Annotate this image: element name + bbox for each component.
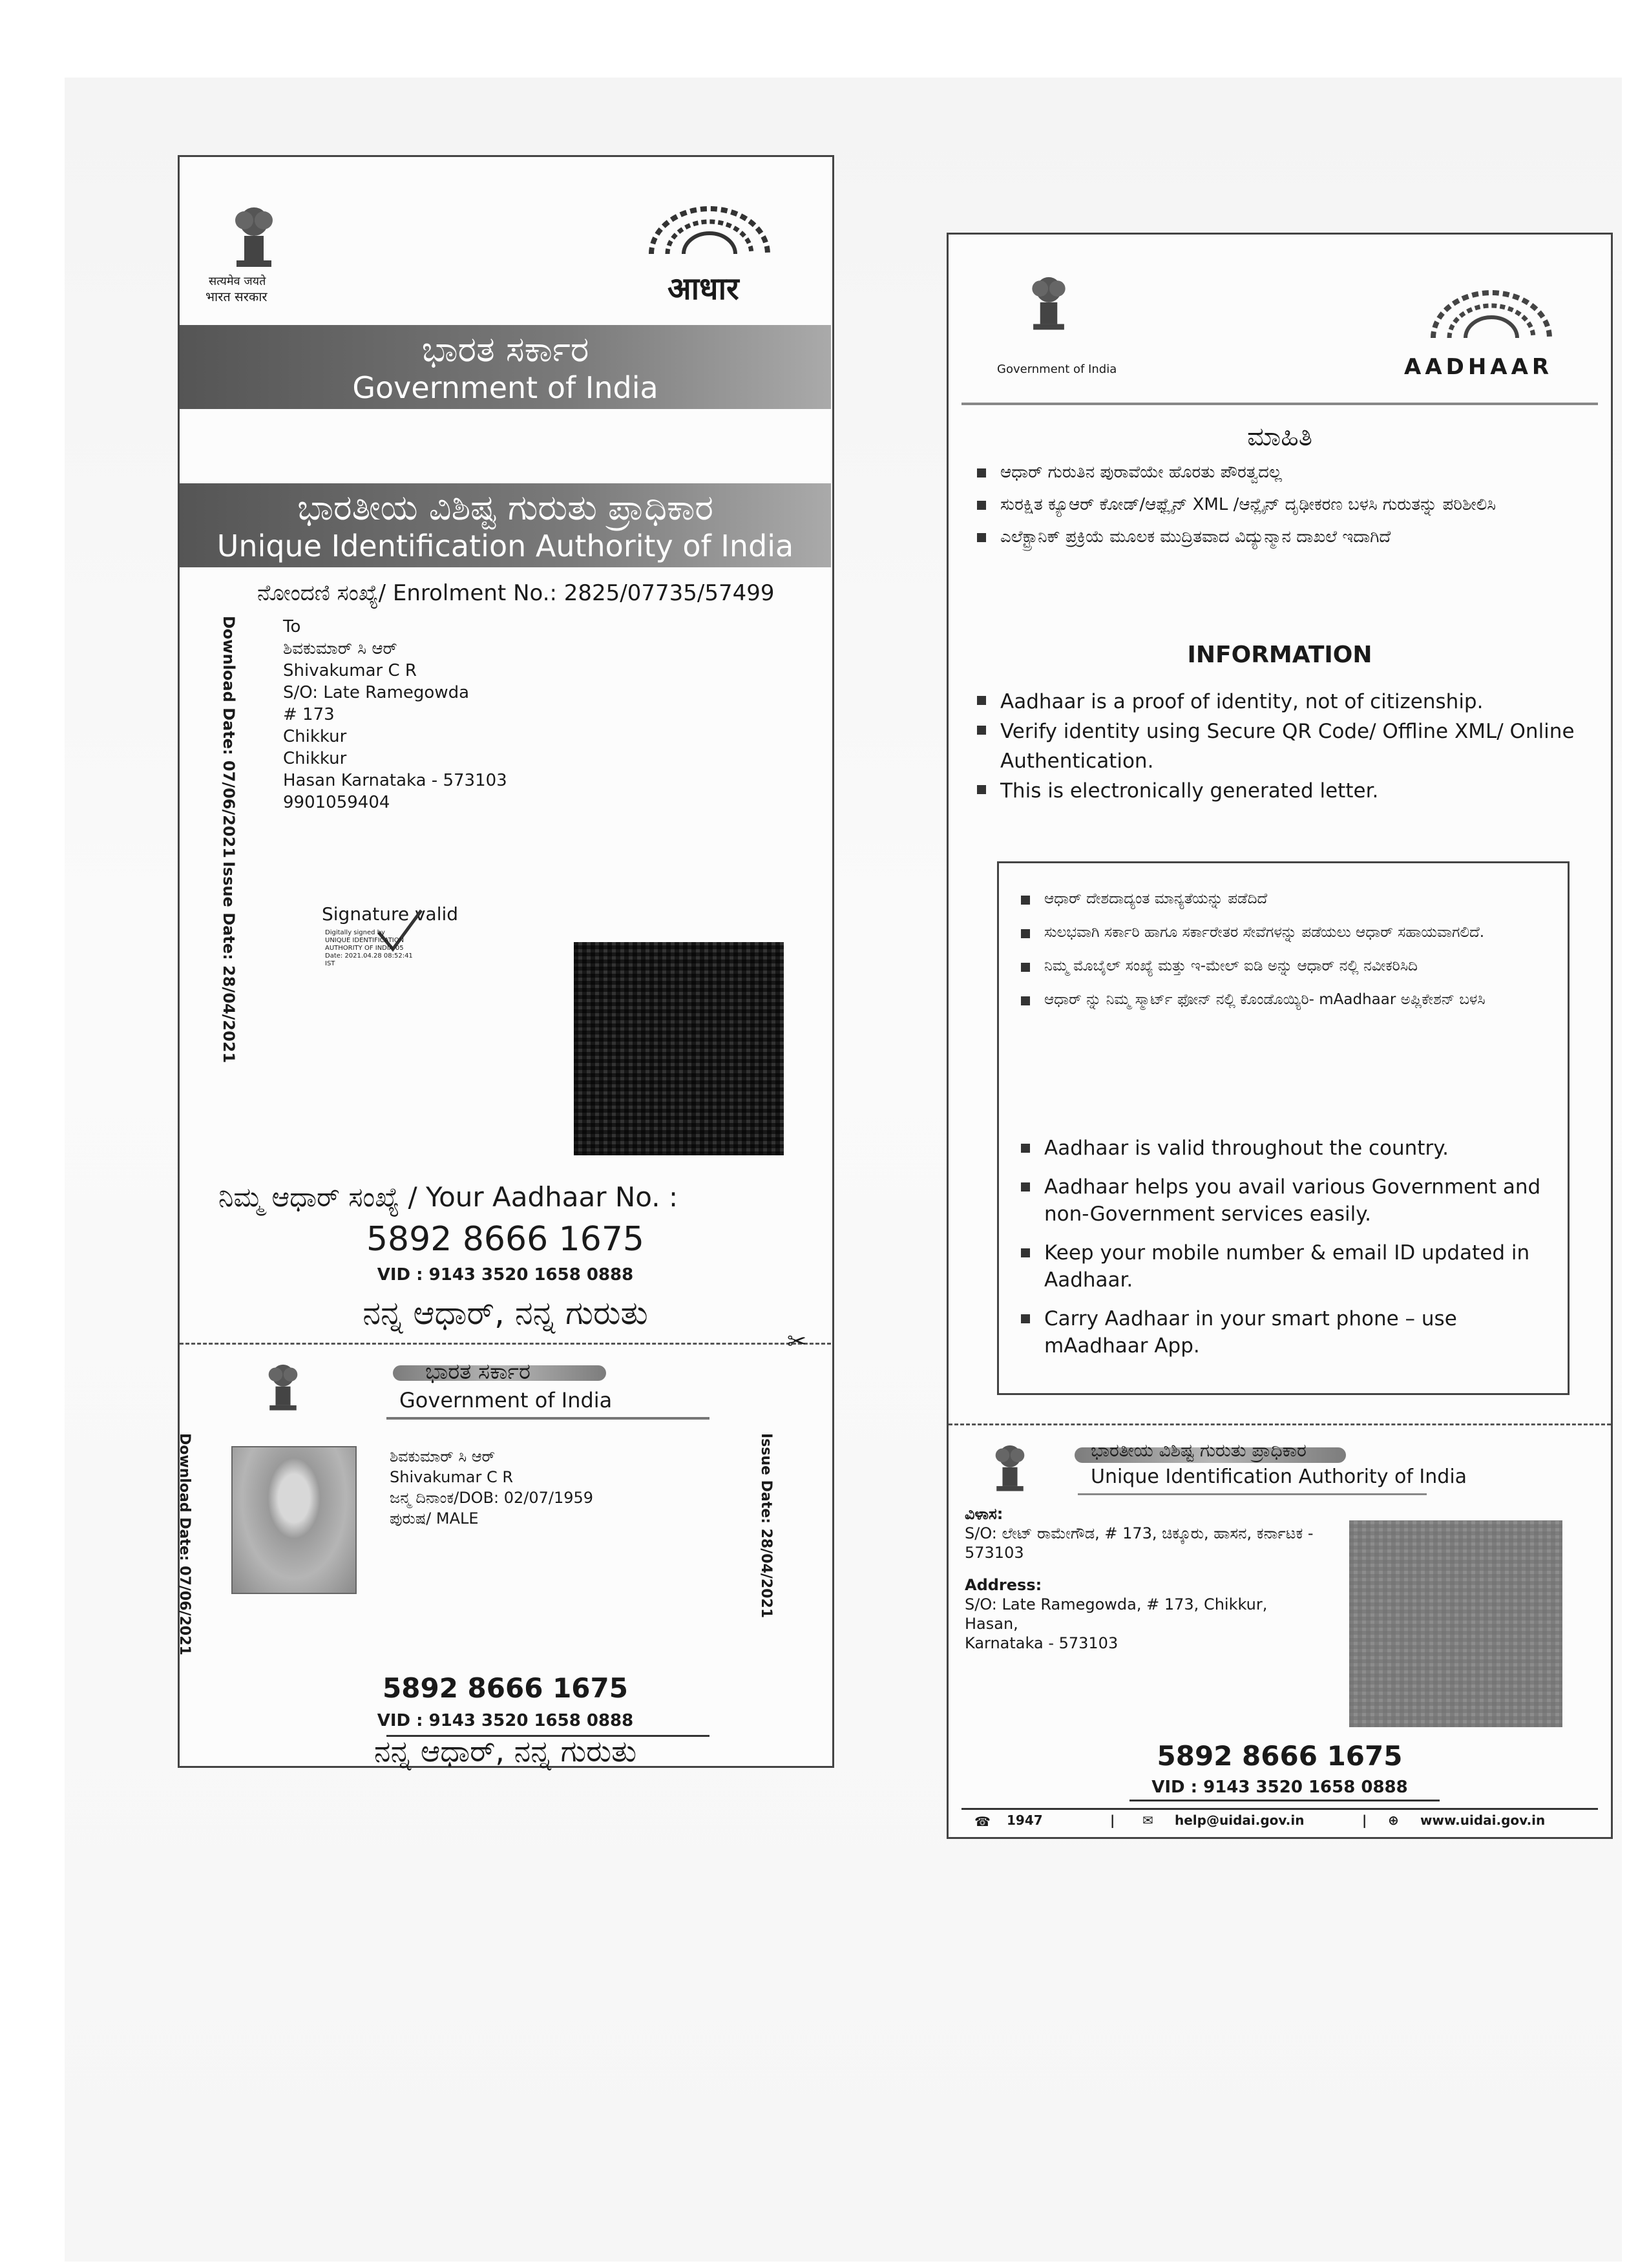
footer-bar: [961, 1808, 1598, 1832]
card-name-en: Shivakumar C R: [390, 1468, 514, 1486]
box-list-kn: [1018, 889, 1548, 1009]
footer-email: help@uidai.gov.in: [1175, 1812, 1305, 1828]
government-band-en: Government of India: [352, 370, 658, 405]
address-line: 9901059404: [283, 793, 390, 812]
tagline: ನನ್ನ ಆಧಾರ್, ನನ್ನ ಗುರುತು: [362, 1294, 648, 1332]
info-kn-item: ಸುರಕ್ಷಿತ ಕ್ಯೂಆರ್ ಕೋಡ್/ಆಫ್ಲೈನ್ XML /ಆನ್ಲೈನ್ ದೃಢೀಕರಣ ಬಳಸಿ ಗುರುತನ್ನು ಪರಿಶೀಲಿಸಿ: [974, 493, 1588, 516]
right-card-vid-number: VID : 9143 3520 1658 0888: [1151, 1778, 1408, 1797]
card-gov-line: [386, 1417, 709, 1420]
box-kn-item: ಆಧಾರ್ ದೇಶದಾದ್ಯಂತ ಮಾನ್ಯತೆಯನ್ನು ಪಡೆದಿದೆ: [1018, 889, 1548, 908]
card-gender: ಪುರುಷ/ MALE: [390, 1509, 479, 1528]
info-kn-item: ಆಧಾರ್ ಗುರುತಿನ ಪುರಾವೆಯೇ ಹೊರತು ಪೌರತ್ವದಲ್ಲ: [974, 461, 1588, 484]
card-issue-date: Issue Date: 28/04/2021: [758, 1433, 774, 1619]
right-aadhaar-letter: [947, 233, 1613, 1839]
info-kn-item: ಎಲೆಕ್ಟ್ರಾನಿಕ್ ಪ್ರಕ್ರಿಯೆ ಮೂಲಕ ಮುದ್ರಿತವಾದ ವಿದ್ಯುನ್ಮಾನ ದಾಖಲೆ ಇದಾಗಿದೆ: [974, 525, 1588, 549]
holder-photo: [231, 1446, 357, 1594]
right-cut-line: [949, 1423, 1611, 1425]
aadhaar-logo-icon: [632, 202, 787, 273]
uidai-band-kn: ಭಾರತೀಯ ವಿಶಿಷ್ಟ ಗುರುತು ಪ್ರಾಧಿಕಾರ: [297, 487, 713, 528]
right-card-uidai-en: Unique Identification Authority of India: [1091, 1465, 1467, 1488]
info-en-item: Aadhaar is a proof of identity, not of citizenship.: [974, 687, 1595, 717]
scissors-icon: ✂: [787, 1328, 807, 1355]
issue-date-vertical: Issue Date: 28/04/2021: [220, 861, 238, 1064]
right-emblem-icon: [1023, 267, 1075, 341]
address-line: Shivakumar C R: [283, 661, 417, 680]
government-band-kn: ಭಾರತ ಸರ್ಕಾರ: [421, 329, 589, 370]
box-en-item: Keep your mobile number & email ID updated in Aadhaar.: [1018, 1239, 1548, 1294]
signature-detail-line: Digitally signed by: [325, 929, 385, 936]
cut-line: [180, 1343, 831, 1345]
box-en-item: Aadhaar helps you avail various Government and non-Government services easily.: [1018, 1173, 1548, 1228]
box-kn-item: ಸುಲಭವಾಗಿ ಸರ್ಕಾರಿ ಹಾಗೂ ಸರ್ಕಾರೇತರ ಸೇವೆಗಳನ್ನು ಪಡೆಯಲು ಆಧಾರ್ ಸಹಾಯವಾಗಲಿದೆ.: [1018, 923, 1548, 942]
card-name-kn: ಶಿವಕುಮಾರ್ ಸಿ ಆರ್: [390, 1447, 496, 1465]
right-card-qr-code: [1349, 1520, 1562, 1727]
right-card-aadhaar-number: 5892 8666 1675: [1157, 1740, 1403, 1772]
footer-divider: |: [1110, 1812, 1115, 1828]
footer-web: www.uidai.gov.in: [1420, 1812, 1546, 1828]
card-holder-details: [390, 1446, 593, 1529]
signature-detail-line: Date: 2021.04.28 08:52:41: [325, 952, 413, 960]
signature-detail-line: UNIQUE IDENTIFICATION: [325, 937, 404, 944]
recipient-address: [283, 616, 507, 814]
card-tagline: ನನ್ನ ಆಧಾರ್, ನನ್ನ ಗುರುತು: [373, 1734, 637, 1769]
address-kn: S/O: ಲೇಟ್ ರಾಮೇಗೌಡ, # 173, ಚಿಕ್ಕೂರು, ಹಾಸನ, ಕರ್ನಾಟಕ - 573103: [965, 1524, 1314, 1562]
box-list-en: [1018, 1135, 1548, 1360]
signature-detail-line: IST: [325, 960, 335, 967]
national-emblem-icon: [225, 196, 283, 280]
right-header-divider: [961, 403, 1598, 405]
uidai-band: [180, 483, 831, 567]
phone-icon: ☎: [974, 1814, 991, 1829]
signature-detail-line: AUTHORITY OF INDIA 05: [325, 945, 404, 952]
address-line: Chikkur: [283, 749, 347, 768]
address-label-en: Address:: [965, 1576, 1042, 1594]
aadhaar-number: 5892 8666 1675: [366, 1220, 645, 1259]
box-kn-item: ನಿಮ್ಮ ಮೊಬೈಲ್ ಸಂಖ್ಯೆ ಮತ್ತು ಇ-ಮೇಲ್ ಐಡಿ ಅನ್ನು ಆಧಾರ್ ನಲ್ಲಿ ನವೀಕರಿಸಿದಿ: [1018, 956, 1548, 976]
address-label-kn: ವಿಳಾಸ:: [965, 1505, 1003, 1523]
box-kn-item: ಆಧಾರ್ ನ್ನು ನಿಮ್ಮ ಸ್ಮಾರ್ಟ್ ಫೋನ್ ನಲ್ಲಿ ಕೊಂಡೊಯ್ಯಿರಿ- mAadhaar ಅಪ್ಲಿಕೇಶನ್ ಬಳಸಿ: [1018, 990, 1548, 1009]
info-en-item: Verify identity using Secure QR Code/ Offline XML/ Online Authentication.: [974, 717, 1595, 776]
emblem-caption-bottom: भारत सरकार: [205, 289, 268, 304]
address-en-line: Hasan,: [965, 1615, 1018, 1633]
card-dob: ಜನ್ಮ ದಿನಾಂಕ/DOB: 02/07/1959: [390, 1489, 594, 1507]
info-box: [997, 861, 1570, 1395]
info-list-en: [974, 687, 1595, 806]
address-en-line: S/O: Late Ramegowda, # 173, Chikkur,: [965, 1595, 1268, 1613]
right-card-header-line: [1078, 1493, 1427, 1495]
emblem-caption-top: सत्यमेव जयते: [209, 275, 266, 288]
address-line: To: [283, 617, 301, 636]
right-aadhaar-logo-icon: [1414, 280, 1569, 351]
right-card-uidai-kn: ಭಾರತೀಯ ವಿಶಿಷ್ಟ ಗುರುತು ಪ್ರಾಧಿಕಾರ: [1091, 1440, 1307, 1461]
right-aadhaar-logo-text: AADHAAR: [1404, 354, 1553, 380]
box-en-item: Aadhaar is valid throughout the country.: [1018, 1135, 1548, 1162]
aadhaar-logo-text: आधार: [667, 271, 739, 307]
email-icon: ✉: [1142, 1812, 1153, 1828]
enrolment-number: ನೋಂದಣಿ ಸಂಖ್ಯೆ/ Enrolment No.: 2825/07735/57499: [257, 580, 775, 606]
left-aadhaar-letter: [178, 155, 834, 1768]
signature-details: [325, 929, 413, 968]
vid-number: VID : 9143 3520 1658 0888: [377, 1265, 634, 1285]
card-vid-number: VID : 9143 3520 1658 0888: [377, 1711, 634, 1730]
right-card-vid-underline: [1129, 1800, 1440, 1801]
right-card-emblem-icon: [987, 1436, 1033, 1501]
web-icon: ⊕: [1388, 1812, 1399, 1828]
address-en-line: Karnataka - 573103: [965, 1634, 1119, 1652]
info-list-kn: [974, 461, 1588, 549]
address-line: # 173: [283, 705, 335, 724]
address-line: Hasan Karnataka - 573103: [283, 771, 507, 790]
address-line: Chikkur: [283, 727, 347, 746]
card-gov-kn: ಭಾರತ ಸರ್ಕಾರ: [425, 1359, 530, 1385]
info-heading-kn: ಮಾಹಿತಿ: [1247, 422, 1312, 452]
card-aadhaar-number: 5892 8666 1675: [383, 1672, 628, 1704]
footer-divider: |: [1362, 1812, 1367, 1828]
info-en-item: This is electronically generated letter.: [974, 776, 1595, 806]
government-band: [180, 325, 831, 409]
qr-code: [574, 942, 784, 1155]
address-line: ಶಿವಕುಮಾರ್ ಸಿ ಆರ್: [283, 639, 397, 658]
download-date-vertical: Download Date: 07/06/2021: [220, 616, 238, 859]
box-en-item: Carry Aadhaar in your smart phone – use mAadhaar App.: [1018, 1305, 1548, 1360]
card-gov-en: Government of India: [399, 1388, 613, 1412]
signature-valid-label: Signature valid: [322, 903, 459, 925]
card-download-date: Download Date: 07/06/2021: [176, 1433, 193, 1655]
right-emblem-caption: Government of India: [997, 362, 1117, 376]
right-card-address-block: [965, 1504, 1333, 1653]
address-line: S/O: Late Ramegowda: [283, 683, 470, 702]
uidai-band-en: Unique Identification Authority of India: [216, 529, 794, 563]
footer-phone: 1947: [1007, 1812, 1043, 1828]
card-emblem-icon: [260, 1356, 306, 1420]
info-heading-en: INFORMATION: [1187, 642, 1372, 668]
your-aadhaar-label: ನಿಮ್ಮ ಆಧಾರ್ ಸಂಖ್ಯೆ / Your Aadhaar No. :: [218, 1181, 678, 1213]
